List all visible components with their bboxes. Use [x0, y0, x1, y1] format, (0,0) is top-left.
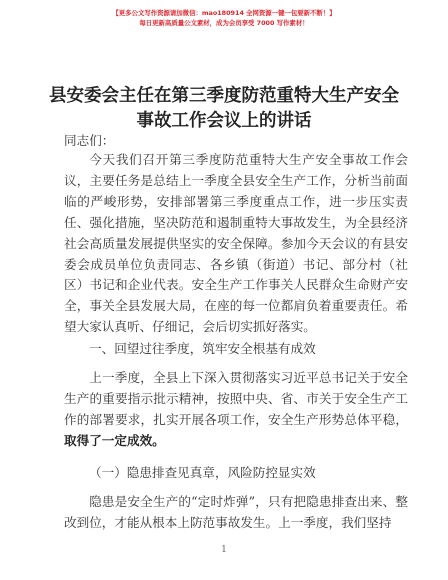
promo-banner-line2: 每日更新高质量公文素材，成为会员享受 7000 写作素材！: [139, 19, 309, 27]
paragraph-review-text: 上一季度，全县上下深入贯彻落实习近平总书记关于安全生产的重要指示批示精神，按照中央、省、市关于安全生产工作的部署要求，扎实开展各项工作，安全生产形势总体平稳，: [64, 370, 408, 427]
title-line-1: 县安委会主任在第三季度防范重特大生产安全: [49, 86, 399, 106]
paragraph-hazards: 隐患是安全生产的“定时炸弹”，只有把隐患排查出来、整改到位，才能从根本上防范事故发生。上一季度，我们坚持: [64, 494, 408, 530]
title-line-2: 事故工作会议上的讲话: [136, 111, 312, 131]
greeting: 同志们：: [64, 133, 115, 148]
page-number: 1: [221, 545, 227, 555]
paragraph-intro: 今天我们召开第三季度防范重特大生产安全事故工作会议，主要任务是总结上一季度全县安全生产工作，分析当前面临的严峻形势，安排部署第三季度重点工作，进一步压实责任、强化措施，坚决防范和遏制重特大事故发生，为全县经济社会高质量发展提供坚实的安全保障。参加今天会议的有县安委会成员单位负责同志、各乡镇（街道）书记、部分村（社区）书记和企业代表。安全生产工作事关人民群众生命财产安全，事关全县发展大局，在座的每一位都肩负着重要责任。希望大家认真听、仔细记，会后切实抓好落实。: [64, 152, 408, 335]
document-title: [40, 84, 408, 134]
paragraph-review-emphasis: 取得了一定成效。: [64, 432, 165, 448]
paragraph-review: [64, 368, 408, 452]
section-heading-1: 一、回望过往季度，筑牢安全根基有成效: [89, 341, 316, 356]
subsection-heading-1: （一）隐患排查见真章，风险防控显实效: [89, 465, 316, 480]
promo-banner-line1: 【更多公文写作资源请加微信：mao180914 全网资源一键一包要新不断！】: [112, 9, 336, 17]
promo-banner: [0, 8, 448, 28]
